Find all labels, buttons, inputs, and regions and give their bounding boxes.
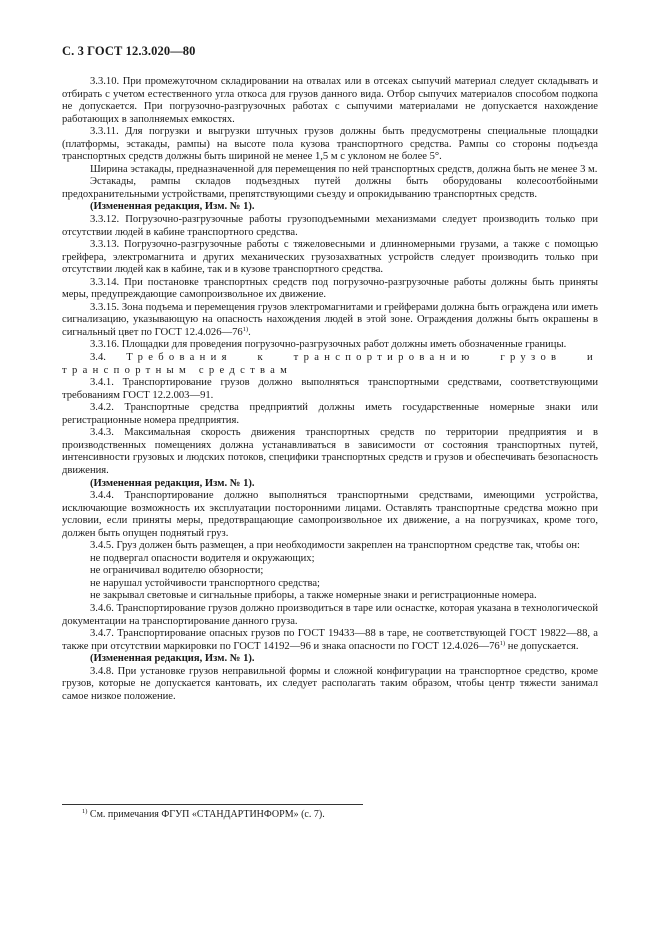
- paragraph: [62, 666, 598, 704]
- paragraph-text: 3.3.14. При постановке транспортных средств под погрузочно-разгрузочные работы должны быть приняты меры, предупреждающие самопроизвольное их движение.: [62, 276, 598, 301]
- amendment-note: [62, 201, 598, 214]
- footnote-text: См. примечания ФГУП «СТАНДАРТИНФОРМ» (с. 7).: [87, 809, 325, 820]
- paragraph-text: 3.4.3. Максимальная скорость движения транспортных средств по территории предприятия и в производственных помещениях должна устанавливаться в зависимости от состояния транспортных путей, интенсивности грузовых и людских потоков, специфики транспортных средств и грузов и обеспечивать безопасность движения.: [62, 427, 598, 476]
- paragraph: [62, 339, 598, 352]
- paragraph: [62, 490, 598, 540]
- paragraph: [62, 427, 598, 477]
- paragraph-text: 3.3.15. Зона подъема и перемещения грузов электромагнитами и грейферами должна быть ограждена или иметь сигнализацию, указывающую на опасность нахождения людей в этой зоне. Ограждения должны быть окрашены в сигнальный цвет по ГОСТ 12.4.026—76: [62, 301, 598, 338]
- paragraph-text: 3.4.1. Транспортирование грузов должно выполняться транспортными средствами, соответствующими требованиям ГОСТ 12.2.003—91.: [62, 377, 598, 401]
- paragraph: [62, 76, 598, 126]
- section-number: 3.4.: [90, 352, 106, 364]
- paragraph-text: Эстакады, рампы складов подъездных путей должны быть оборудованы колесоотбойными предохранительными устройствами, препятствующими съезду и опрокидыванию транспортных средств.: [62, 176, 598, 200]
- footnote-divider: [62, 804, 363, 805]
- paragraph-text: 3.4.5. Груз должен быть размещен, а при необходимости закреплен на транспортном средстве так, чтобы он:: [90, 540, 580, 552]
- paragraph-text: 3.4.6. Транспортирование грузов должно производиться в таре или оснастке, которая указана в технологической документации на транспортирование данного груза.: [62, 602, 598, 627]
- amendment-note: [62, 653, 598, 666]
- paragraph-text: (Измененная редакция, Изм. № 1).: [90, 653, 255, 665]
- paragraph-text-tail: не допускается.: [505, 640, 579, 652]
- paragraph-text: 3.3.10. При промежуточном складировании на отвалах или в отсеках сыпучий материал следует складывать и отбирать с учетом естественного угла откоса для грузов данного вида. Отбор сыпучих материалов способом подкопа не допускается. При погрузочно-разгрузочных работах с сыпучими материалами не допускается нахождение работающих в заполняемых емкостях.: [62, 76, 598, 125]
- paragraph: [62, 628, 598, 653]
- paragraph: [62, 164, 598, 177]
- amendment-note: [62, 478, 598, 491]
- paragraph: [62, 214, 598, 239]
- paragraph-text: 3.3.11. Для погрузки и выгрузки штучных грузов должны быть предусмотрены специальные площадки (платформы, эстакады, рампы) на высоте пола кузова транспортного средства. Рампы со стороны подъезда транспортных средств должны быть шириной не менее 1,5 м с уклоном не более 5°.: [62, 126, 598, 163]
- page-header: С. 3 ГОСТ 12.3.020—80: [62, 44, 196, 58]
- paragraph: [62, 590, 598, 603]
- paragraph-text: не ограничивал водителю обзорности;: [90, 565, 264, 577]
- paragraph: [62, 565, 598, 578]
- paragraph: [62, 302, 598, 340]
- paragraph: [62, 126, 598, 164]
- paragraph-text: 3.3.16. Площадки для проведения погрузочно-разгрузочных работ должны иметь обозначенные границы.: [90, 339, 567, 351]
- paragraph-text: (Измененная редакция, Изм. № 1).: [90, 201, 255, 213]
- footnote: [82, 809, 325, 820]
- section-heading: [62, 352, 598, 377]
- paragraph: [62, 239, 598, 277]
- paragraph-text: (Измененная редакция, Изм. № 1).: [90, 477, 255, 489]
- paragraph-text-tail: .: [248, 326, 251, 338]
- paragraph-text: не нарушал устойчивости транспортного средства;: [90, 577, 320, 589]
- paragraph-text: не закрывал световые и сигнальные приборы, а также номерные знаки и регистрационные номера.: [90, 590, 537, 602]
- paragraph: [62, 553, 598, 566]
- paragraph-text: 3.4.2. Транспортные средства предприятий должны иметь государственные номерные знаки или регистрационные номера предприятия.: [62, 402, 598, 426]
- paragraph-text: 3.3.12. Погрузочно-разгрузочные работы грузоподъемными механизмами следует производить только при отсутствии людей в кабине транспортного средства.: [62, 214, 598, 238]
- footnote-mark: 1): [82, 808, 88, 815]
- footnote-reference: 1): [242, 325, 249, 333]
- paragraph-text: 3.3.13. Погрузочно-разгрузочные работы с тяжеловесными и длинномерными грузами, а также с помощью грейфера, электромагнита и других механических грузозахватных устройств следует производить только при отсутствии людей как в кабине, так и в кузове транспортного средства.: [62, 239, 598, 276]
- paragraph-text: Ширина эстакады, предназначенной для перемещения по ней транспортных средств, должна быть не менее 3 м.: [90, 163, 598, 175]
- paragraph: [62, 176, 598, 201]
- paragraph-text: 3.4.8. При установке грузов неправильной формы и сложной конфигурации на транспортное средство, кроме грузов, которые не допускается кантовать, их следует располагать таким образом, чтобы центр тяжести занимал самое низкое положение.: [62, 665, 598, 702]
- paragraph-text: не подвергал опасности водителя и окружающих;: [90, 552, 315, 564]
- document-body: [62, 76, 598, 703]
- section-title: Требования к транспортированию грузов и транспортным средствам: [62, 352, 598, 376]
- paragraph-text: 3.4.4. Транспортирование должно выполняться транспортными средствами, имеющими устройства, исключающие возможность их эксплуатации посторонними лицами. Оставлять транспортные средства можно при условии, если приняты меры, предотвращающие самопроизвольное их движение, а на погрузчиках, кроме того, должен быть опущен поднятый груз.: [62, 490, 598, 539]
- paragraph: [62, 540, 598, 553]
- paragraph: [62, 603, 598, 628]
- paragraph: [62, 578, 598, 591]
- paragraph: [62, 277, 598, 302]
- paragraph-text: 3.4.7. Транспортирование опасных грузов по ГОСТ 19433—88 в таре, не соответствующей ГОСТ 19822—88, а также при отсутствии маркировки по ГОСТ 14192—96 и знака опасности по ГОСТ 12.4.026—76: [62, 628, 598, 652]
- paragraph: [62, 402, 598, 427]
- footnote-reference: 1): [499, 639, 506, 647]
- paragraph: [62, 377, 598, 402]
